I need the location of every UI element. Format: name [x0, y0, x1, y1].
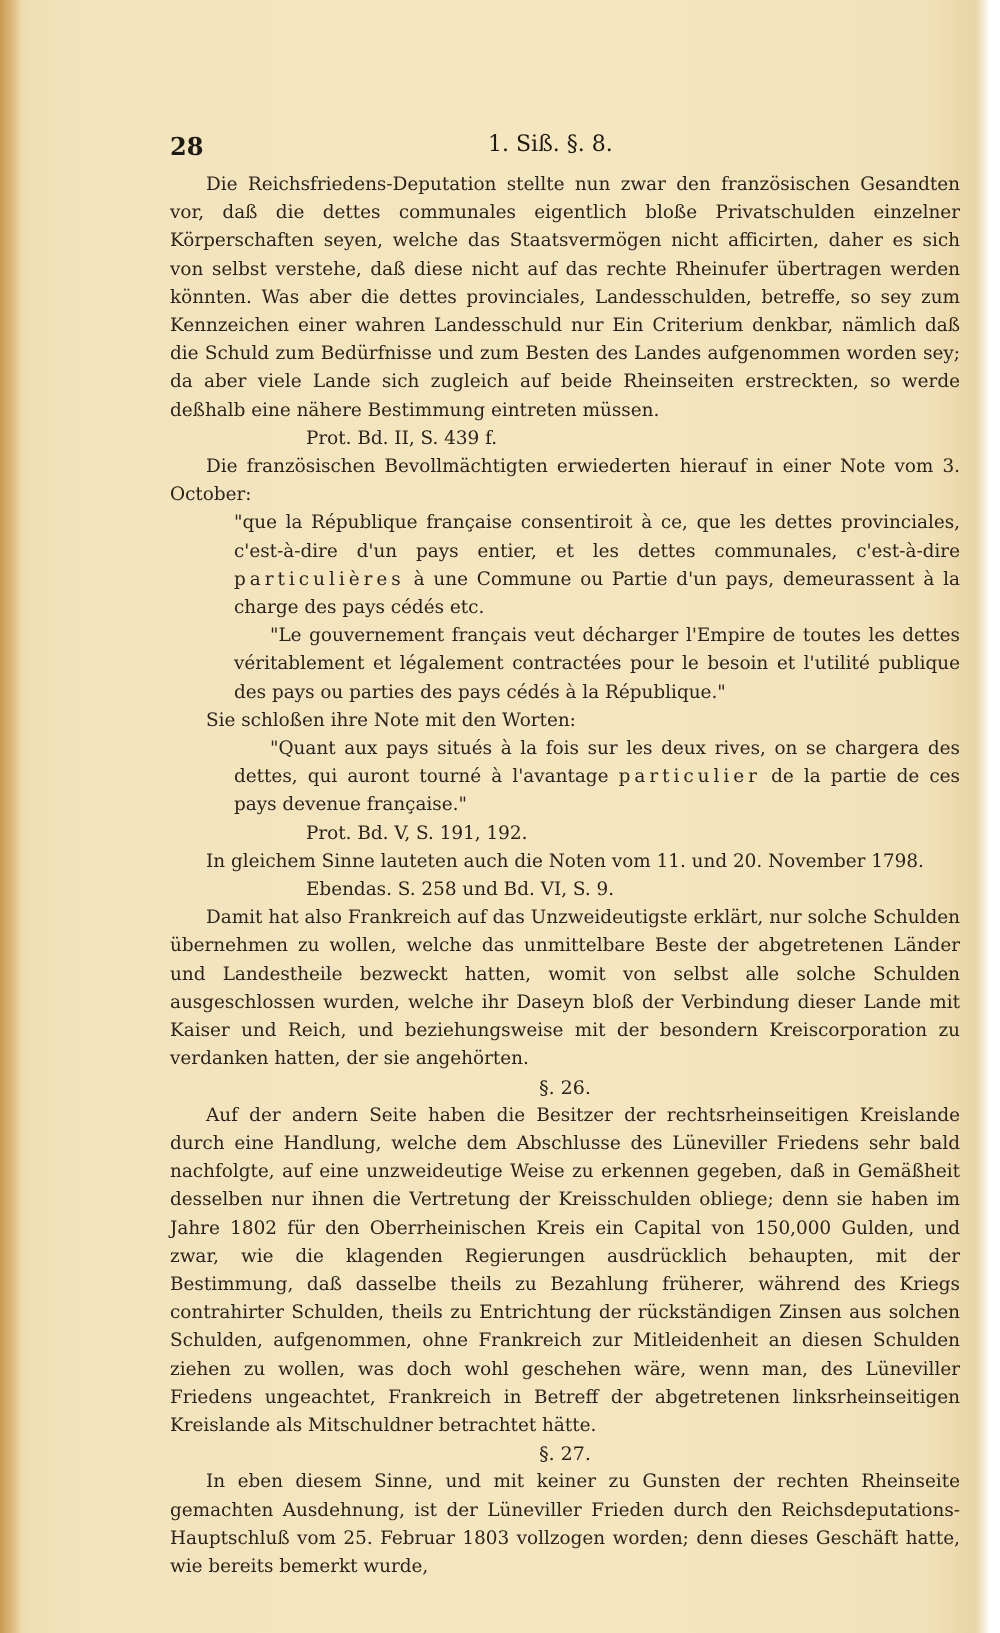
french-quote: [170, 509, 960, 622]
citation: Prot. Bd. II, S. 439 f.: [306, 427, 498, 449]
paragraph: Auf der andern Seite haben die Besitzer der rechtsrheinseitigen Kreislande durch eine Handlung, welche dem Abschlusse des Lüneviller Friedens sehr bald nachfolgte, auf eine unzweideutige Weise zu erkennen gegeben, daß in Gemäßheit desselben nur ihnen die Vertretung der Kreisschulden obliege; denn sie haben im Jahre 1802 für den Oberrheinischen Kreis ein Capital von 150,000 Gulden, und zwar, wie die klagenden Regierungen ausdrücklich behaupten, mit der Bestimmung, daß dasselbe theils zu Bezahlung früherer, während des Kriegs contrahirter Schulden, theils zu Entrichtung der rückständigen Zinsen aus solchen Schulden, aufgenommen, ohne Frankreich zur Mitleidenheit an diesen Schulden ziehen zu wollen, was doch wohl geschehen wäre, wenn man, des Lüneviller Friedens ungeachtet, Frankreich in Betreff der abgetretenen linksrheinseitigen Kreislande als Mitschuldner betrachtet hätte.: [170, 1104, 960, 1436]
page-body: [170, 171, 960, 1581]
citation: Ebendas. S. 258 und Bd. VI, S. 9.: [306, 879, 615, 901]
section-heading: §. 27.: [539, 1443, 591, 1466]
paragraph: In gleichem Sinne lauteten auch die Noten vom 11. und 20. November 1798.: [206, 850, 924, 872]
quote-text: "Quant aux pays situés à la fois sur les deux rives, on se chargera des dettes, qui auront tourné à l'avantage: [234, 738, 960, 788]
quote-text: à une Commune ou Partie d'un pays, demeurassent à la charge des pays cédés etc.: [234, 568, 960, 619]
page-header: [170, 132, 960, 168]
paragraph: Die Reichsfriedens-Deputation stellte nun zwar den französischen Gesandten vor, daß die dettes communales eigentlich bloße Privatschulden einzelner Körperschaften seyen, welche das Staatsvermögen nicht afficirten, daher es sich von selbst verstehe, daß diese nicht auf das rechte Rheinufer übertragen werden könnten. Was aber die dettes provinciales, Landesschulden, betreffe, so sey zum Kennzeichen einer wahren Landesschuld nur Ein Criterium denkbar, nämlich daß die Schuld zum Bedürfnisse und zum Besten des Landes aufgenommen worden sey; da aber viele Lande sich zugleich auf beide Rheinseiten erstreckten, so werde deßhalb eine nähere Bestimmung eintreten müssen.: [170, 174, 960, 421]
french-quote: "Le gouvernement français veut décharger l'Empire de toutes les dettes véritablement et légalement contractées pour le besoin et l'utilité publique des pays ou parties des pays cédés à la République.": [234, 625, 960, 703]
quote-text: de la partie de ces pays devenue française.": [234, 766, 960, 816]
paragraph: In eben diesem Sinne, und mit keiner zu Gunsten der rechten Rheinseite gemachten Ausdehnung, ist der Lüneviller Frieden durch den Reichsdeputations-Hauptschluß vom 25. Februar 1803 vollzogen worden; denn dieses Geschäft hatte, wie bereits bemerkt wurde,: [170, 1471, 960, 1577]
quote-text: "que la République française consentiroit à ce, que les dettes provinciales, c'est-à-dire d'un pays entier, et les dettes communales, c'est-à-dire: [234, 512, 960, 562]
french-quote: [170, 735, 960, 820]
spaced-emphasis: particulier: [618, 766, 761, 788]
paragraph: Damit hat also Frankreich auf das Unzweideutigste erklärt, nur solche Schulden übernehmen zu wollen, welche das unmittelbare Beste der abgetretenen Länder und Landestheile bezweckt hatten, womit von selbst alle solche Schulden ausgeschlossen wurden, welche ihr Daseyn bloß der Verbindung dieser Lande mit Kaiser und Reich, und beziehungsweise mit der besondern Kreiscorporation zu verdanken hatten, der sie angehörten.: [170, 907, 960, 1070]
running-head: 1. Siß. §. 8.: [488, 132, 613, 157]
section-heading: §. 26.: [539, 1076, 591, 1099]
paragraph: Die französischen Bevollmächtigten erwiederten hierauf in einer Note vom 3. October:: [170, 456, 960, 506]
spaced-emphasis: particulières: [234, 568, 405, 590]
citation: Prot. Bd. V, S. 191, 192.: [306, 822, 528, 844]
binding-shadow: [0, 0, 22, 1633]
page-number: 28: [170, 132, 204, 161]
paragraph: Sie schloßen ihre Note mit den Worten:: [206, 709, 576, 731]
